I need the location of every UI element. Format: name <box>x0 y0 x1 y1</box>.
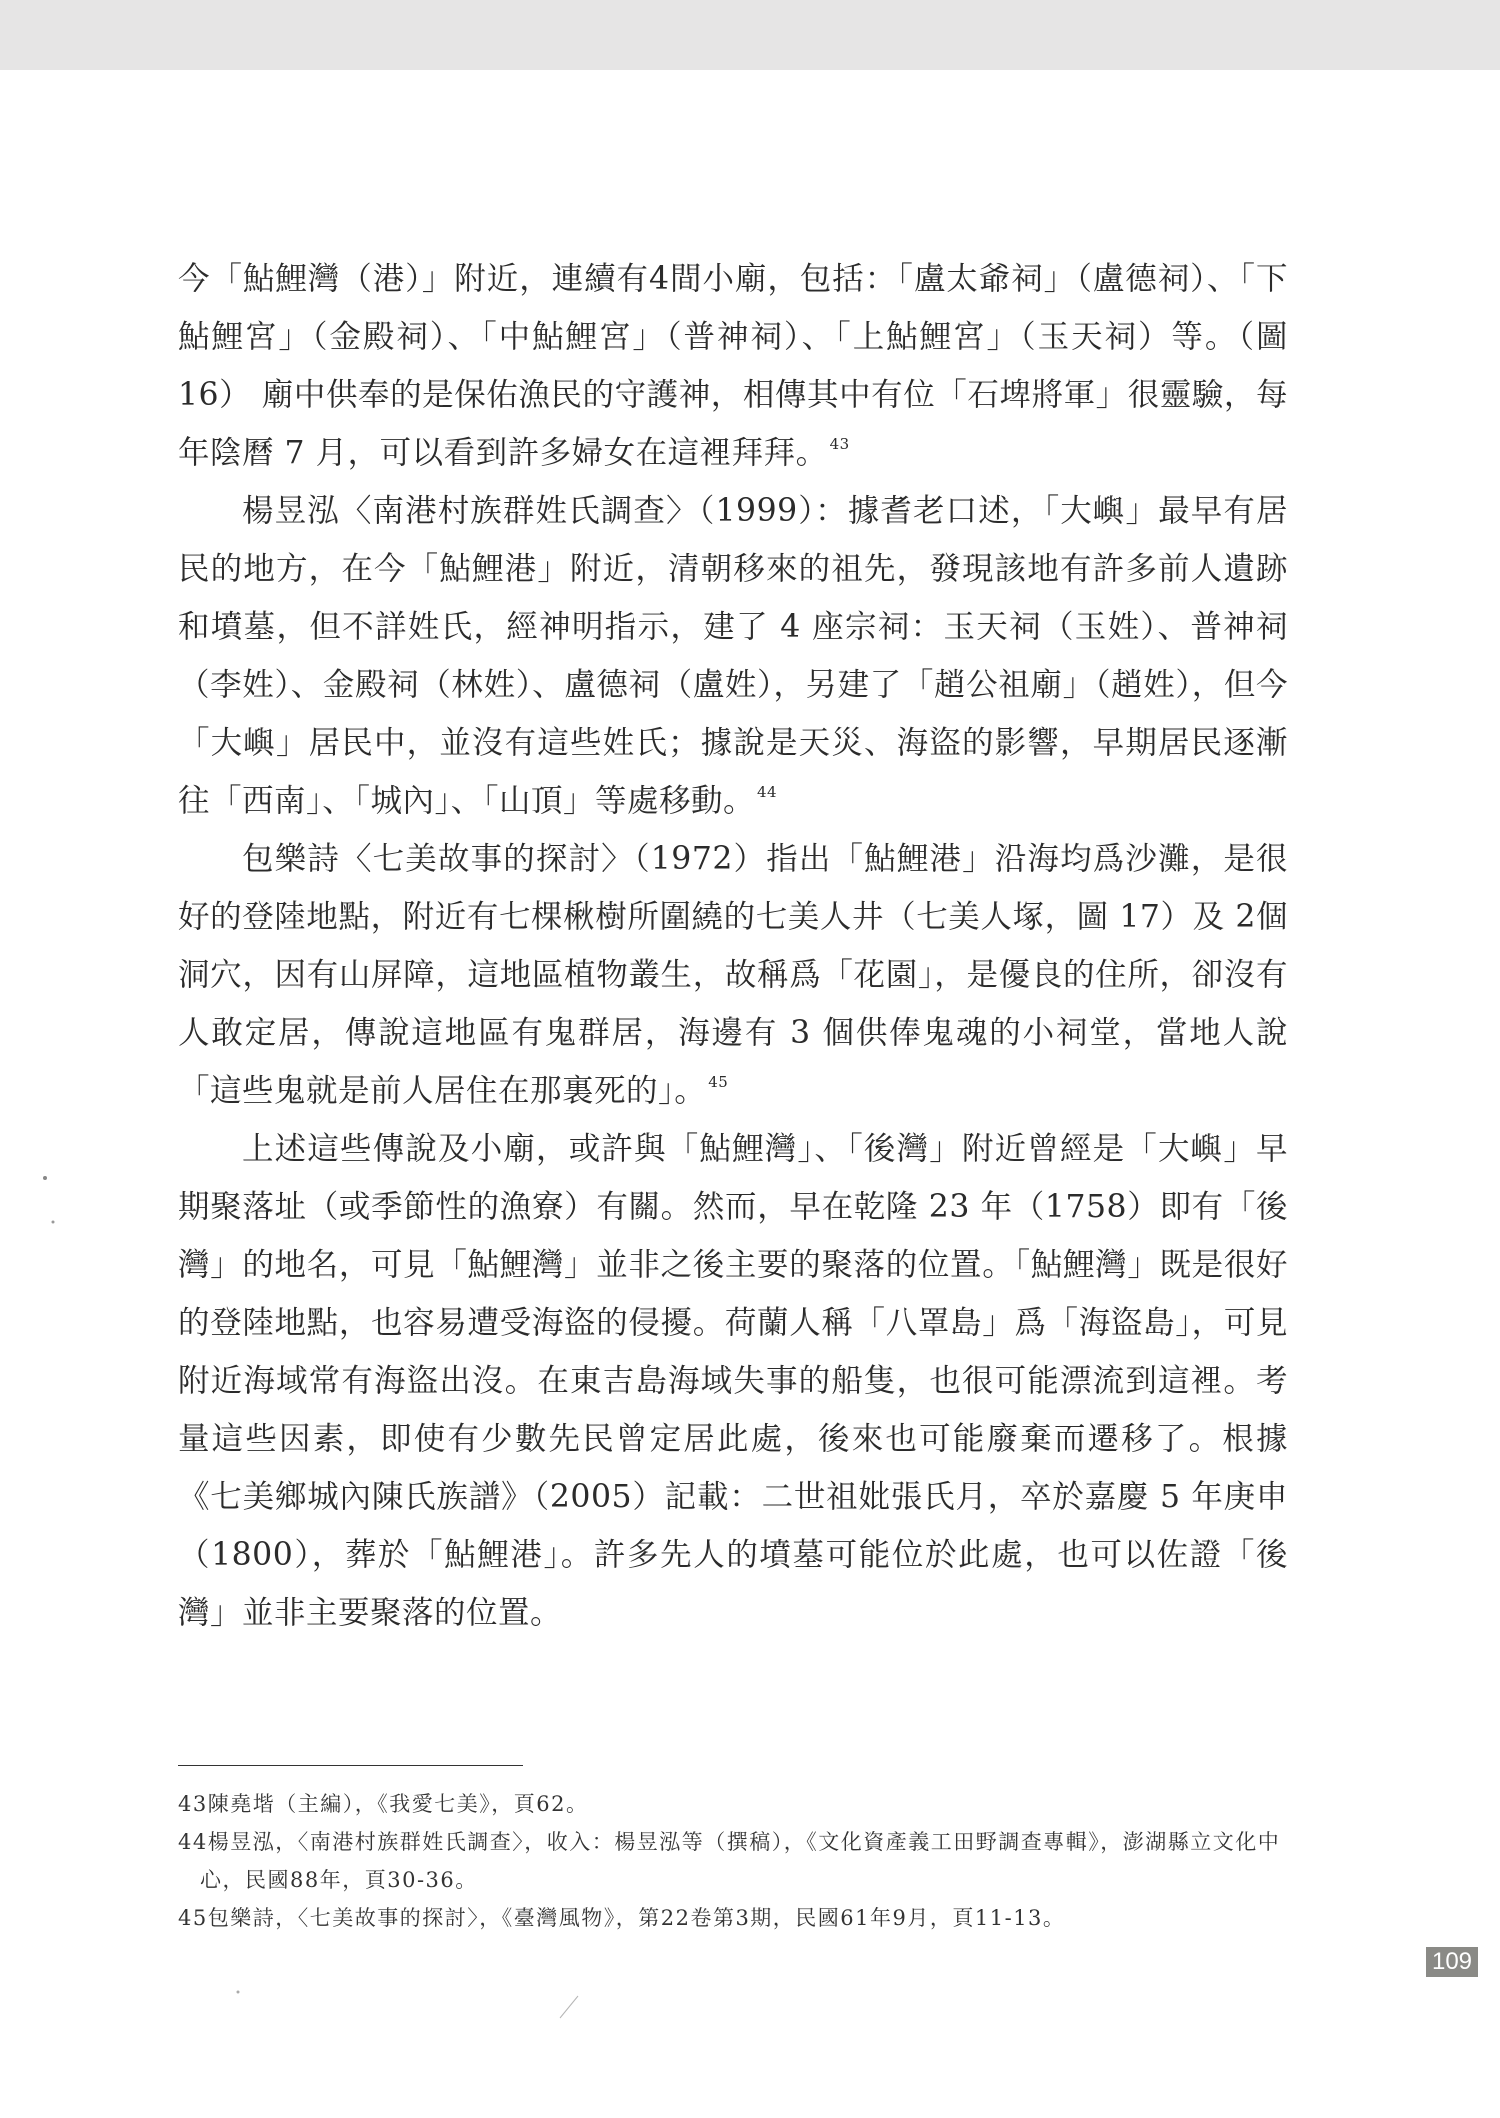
footnotes <box>178 1785 1293 1937</box>
footnote-43: 43陳堯堦（主編），《我愛七美》，頁62。 <box>178 1792 589 1816</box>
body-text <box>178 250 1288 1642</box>
footnote-ref-45: 45 <box>708 1073 729 1091</box>
paragraph-temples: 今「鮎鯉灣（港）」附近，連續有4間小廟，包括：「盧太爺祠」（盧德祠）、「下鮎鯉宮」（金殿祠）、「中鮎鯉宮」（普神祠）、「上鮎鯉宮」（玉天祠）等。（圖 16） 廟中供奉的是保佑漁民的守護神，相傳其中有位「石埤將軍」很靈驗，每年陰曆 7 月，可以看到許多婦女在這裡拜拜。 $^{43}$ <box>178 261 1288 471</box>
footnote-ref-43: 43 <box>829 435 850 453</box>
footnote-44: 44楊昱泓，〈南港村族群姓氏調查〉，收入：楊昱泓等（撰稿），《文化資產義工田野調查專輯》，澎湖縣立文化中心，民國88年，頁30-36。 <box>178 1830 1281 1892</box>
scan-speck <box>52 1221 55 1224</box>
scan-speck <box>43 1176 47 1180</box>
paragraph-analysis: 上述這些傳說及小廟，或許與「鮎鯉灣」、「後灣」附近曾經是「大嶼」早期聚落址（或季節性的漁寮）有關。然而，早在乾隆 23 年（1758）即有「後灣」的地名，可見「鮎鯉灣」並非之後主要的聚落的位置。「鮎鯉灣」既是很好的登陸地點，也容易遭受海盜的侵擾。荷蘭人稱「八罩島」爲「海盜島」，可見附近海域常有海盜出沒。在東吉島海域失事的船隻，也很可能漂流到這裡。考量這些因素，即使有少數先民曾定居此處，後來也可能廢棄而遷移了。根據《七美鄉城內陳氏族譜》（2005）記載：二世祖妣張氏月，卒於嘉慶 5 年庚申（1800），葬於「鮎鯉港」。許多先人的墳墓可能位於此處，也可以佐證「後灣」並非主要聚落的位置。 <box>178 1131 1288 1631</box>
paragraph-story: 包樂詩〈七美故事的探討〉（1972）指出「鮎鯉港」沿海均爲沙灘，是很好的登陸地點，附近有七棵楸樹所圍繞的七美人井（七美人塚，圖 17）及 2個洞穴，因有山屏障，這地區植物叢生，故稱爲「花園」，是優良的住所，卻沒有人敢定居，傳說這地區有鬼群居，海邊有 3 個供俸鬼魂的小祠堂，當地人說「這些鬼就是前人居住在那裏死的」。 $^{45}$ <box>178 841 1288 1109</box>
footnote-45: 45包樂詩，〈七美故事的探討〉，《臺灣風物》，第22卷第3期，民國61年9月，頁11-13。 <box>178 1906 1066 1930</box>
footnote-ref-44: 44 <box>757 783 778 801</box>
scan-top-band <box>0 0 1500 70</box>
scan-speck <box>237 1991 240 1994</box>
scan-speck <box>560 1996 578 2018</box>
page-number: 109 <box>1426 1947 1478 1977</box>
footnote-divider <box>178 1765 523 1766</box>
paragraph-survey: 楊昱泓〈南港村族群姓氏調查〉（1999）：據耆老口述，「大嶼」最早有居民的地方，在今「鮎鯉港」附近，清朝移來的祖先，發現該地有許多前人遺跡和墳墓，但不詳姓氏，經神明指示，建了 4 座宗祠：玉天祠（玉姓）、普神祠（李姓）、金殿祠（林姓）、盧德祠（盧姓），另建了「趙公祖廟」（趙姓），但今「大嶼」居民中，並沒有這些姓氏；據說是天災、海盜的影響，早期居民逐漸往「西南」、「城內」、「山頂」等處移動。 $^{44}$ <box>178 493 1288 819</box>
